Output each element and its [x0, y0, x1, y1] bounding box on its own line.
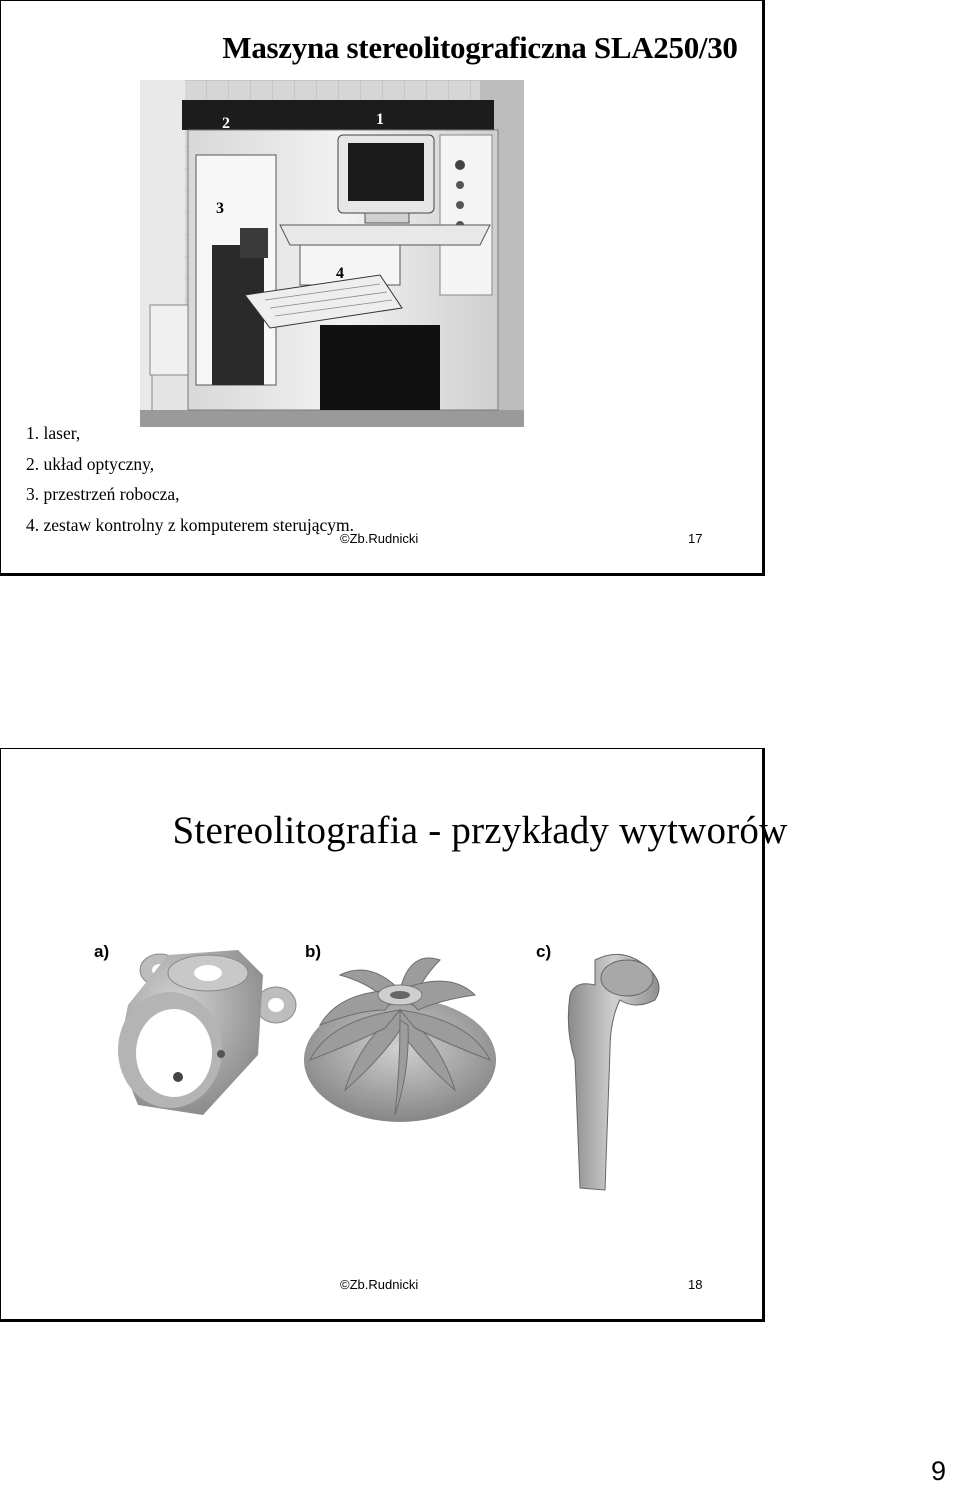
slide-18-author: ©Zb.Rudnicki: [340, 1277, 419, 1292]
figure-label-a: a): [94, 942, 110, 961]
housing-part-image: [108, 945, 303, 1125]
slide-18-number: 18: [688, 1277, 703, 1292]
slide-18-title: Stereolitografia - przykłady wytworów: [172, 809, 788, 852]
callout-1: 1: [376, 111, 384, 128]
impeller-image: [300, 950, 500, 1128]
slide-17-number: 17: [688, 531, 703, 546]
slide-17-title: Maszyna stereolitograficzna SLA250/30: [222, 30, 738, 65]
callout-2: 2: [222, 115, 230, 132]
component-legend: [26, 418, 354, 540]
legend-item: 2. układ optyczny,: [26, 453, 155, 474]
femur-bone-image: [555, 950, 670, 1195]
callout-3: 3: [216, 200, 224, 217]
legend-item: 1. laser,: [26, 423, 81, 443]
sla-machine-photo: [140, 80, 524, 427]
figure-label-b: b): [305, 942, 322, 961]
page-number: 9: [930, 1456, 946, 1486]
slide-17-author: ©Zb.Rudnicki: [340, 531, 419, 546]
figure-label-c: c): [536, 942, 552, 961]
legend-item: 4. zestaw kontrolny z komputerem sterującym.: [26, 514, 355, 535]
callout-4: 4: [336, 265, 344, 282]
legend-item: 3. przestrzeń robocza,: [26, 484, 180, 504]
